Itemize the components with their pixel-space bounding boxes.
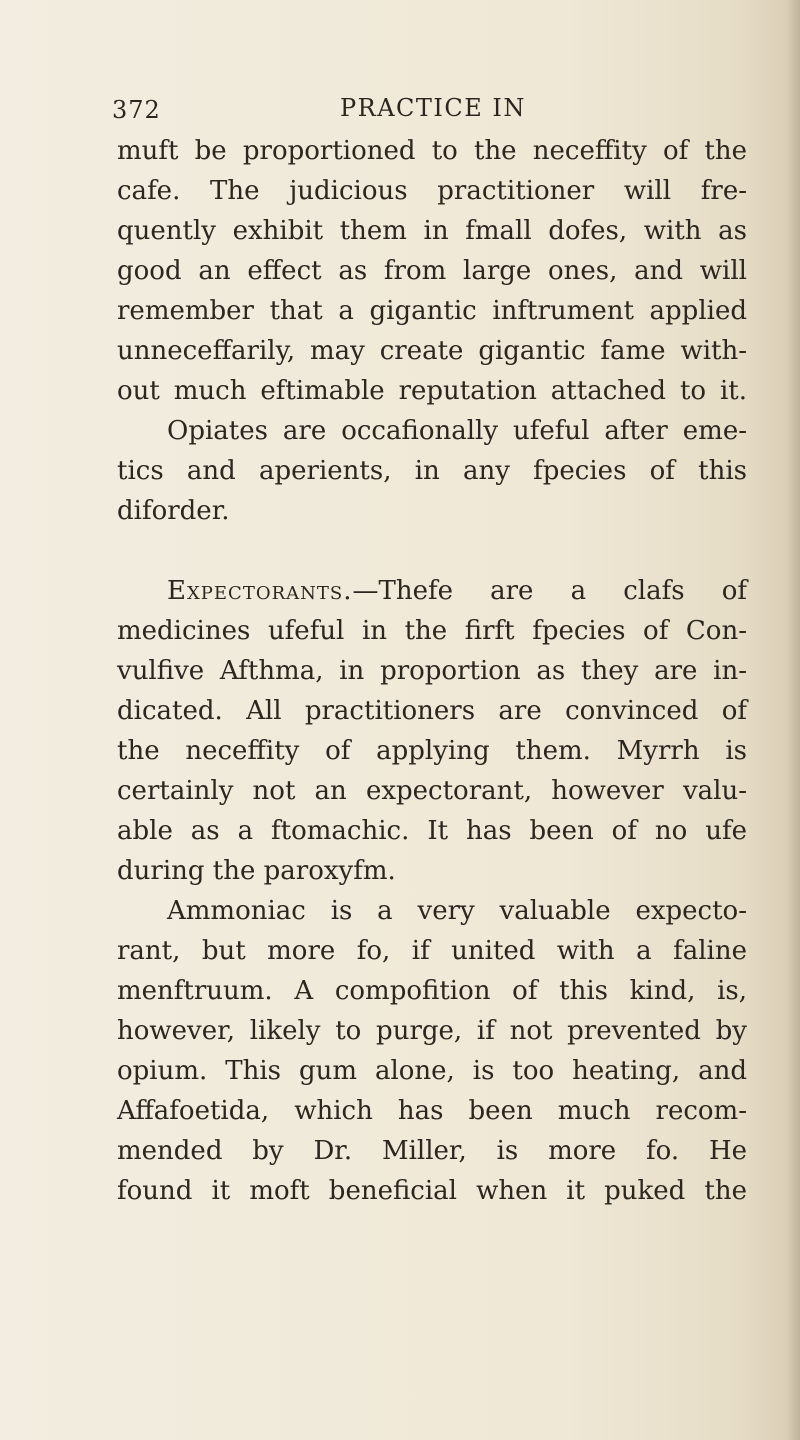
paragraph-2	[117, 411, 747, 531]
text-line-rest: —Thefe are a clafs of	[352, 576, 747, 606]
running-head: PRACTICE IN	[340, 94, 526, 122]
text-line: vulfive Afthma, in proportion as they are in-	[117, 656, 747, 686]
paragraph-1	[117, 131, 747, 411]
text-line: dicated. All practitioners are convinced of	[117, 696, 747, 726]
text-line: cafe. The judicious practitioner will fre-	[117, 176, 747, 206]
text-line: rant, but more fo, if united with a faline	[117, 936, 747, 966]
text-line: Ammoniac is a very valuable expecto-	[167, 896, 747, 926]
text-line: quently exhibit them in fmall dofes, with as	[117, 216, 747, 246]
text-line: certainly not an expectorant, however valu-	[117, 776, 747, 806]
page-header	[112, 92, 730, 128]
page-number: 372	[112, 96, 161, 124]
text-line: found it moft beneficial when it puked the	[117, 1176, 747, 1206]
text-line: however, likely to purge, if not prevented by	[117, 1016, 747, 1046]
text-line: Opiates are occafionally ufeful after eme-	[167, 416, 747, 446]
text-line: during the paroxyfm.	[117, 856, 396, 886]
body-text	[117, 131, 747, 1211]
text-line: mended by Dr. Miller, is more fo. He	[117, 1136, 747, 1166]
paragraph-3	[117, 571, 747, 891]
text-line: remember that a gigantic inftrument applied	[117, 296, 747, 326]
text-line	[117, 571, 747, 611]
paragraph-4	[117, 891, 747, 1211]
text-line: able as a ftomachic. It has been of no ufe	[117, 816, 747, 846]
text-line: medicines ufeful in the firft fpecies of Con-	[117, 616, 747, 646]
text-line: the neceffity of applying them. Myrrh is	[117, 736, 747, 766]
text-line: out much eftimable reputation attached to it.	[117, 376, 747, 406]
text-line: diforder.	[117, 496, 230, 526]
paragraph-gap	[117, 531, 747, 571]
text-line: Affafoetida, which has been much recom-	[117, 1096, 747, 1126]
section-lead: Expectorants.	[167, 576, 353, 606]
text-line: menftruum. A compofition of this kind, is,	[117, 976, 747, 1006]
text-line: tics and aperients, in any fpecies of this	[117, 456, 747, 486]
text-line: unneceffarily, may create gigantic fame with-	[117, 336, 747, 366]
text-line: good an effect as from large ones, and will	[117, 256, 747, 286]
text-line: opium. This gum alone, is too heating, and	[117, 1056, 747, 1086]
page-edge-shadow	[786, 0, 800, 1440]
text-line: muft be proportioned to the neceffity of the	[117, 136, 747, 166]
